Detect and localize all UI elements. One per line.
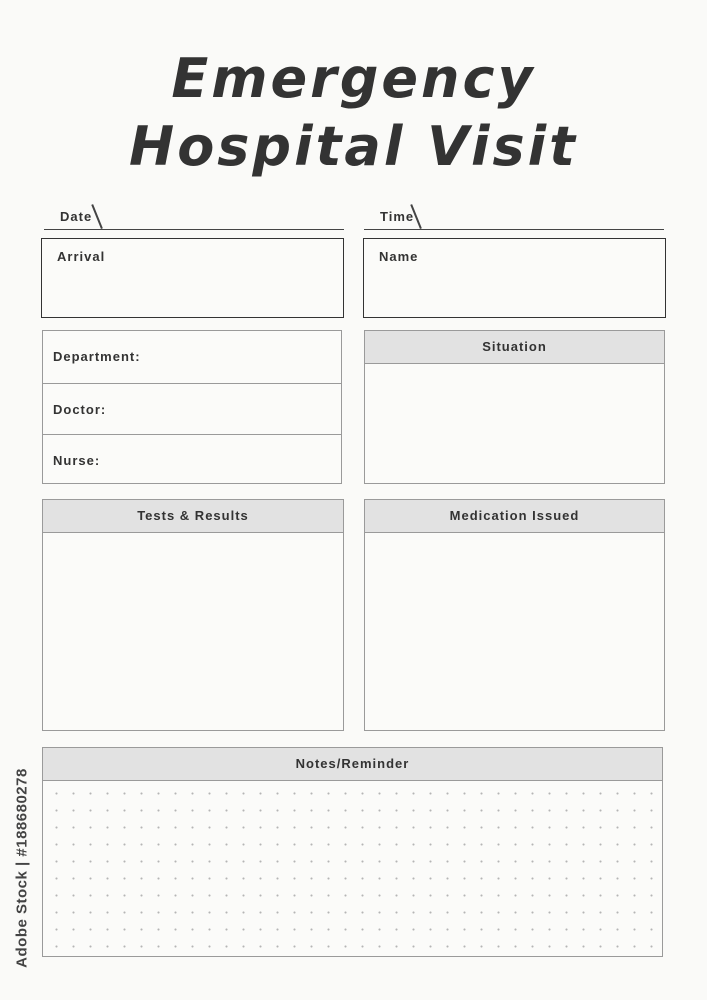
date-field[interactable]	[44, 205, 344, 230]
page-title-line-2: Hospital Visit	[129, 115, 578, 178]
arrival-label: Arrival	[57, 249, 106, 264]
stock-credit-text: Adobe Stock | #188680278	[13, 768, 31, 968]
doctor-row[interactable]	[43, 383, 341, 434]
dot-grid	[44, 781, 661, 955]
doctor-label: Doctor:	[53, 402, 107, 417]
time-label: Time	[380, 209, 415, 224]
staff-box	[42, 330, 342, 484]
nurse-label: Nurse:	[53, 453, 101, 468]
notes-reminder-box[interactable]	[42, 747, 663, 957]
arrival-box[interactable]	[41, 238, 344, 318]
name-label: Name	[379, 249, 419, 264]
stock-credit	[4, 752, 40, 984]
medication-issued-header: Medication Issued	[365, 500, 664, 533]
department-label: Department:	[53, 349, 141, 364]
nurse-row[interactable]	[43, 434, 341, 483]
tests-results-box[interactable]	[42, 499, 344, 731]
date-label: Date	[60, 209, 93, 224]
notes-reminder-header: Notes/Reminder	[43, 748, 662, 781]
date-divider	[91, 204, 102, 229]
page-title-line-1: Emergency	[171, 47, 536, 110]
situation-box[interactable]	[364, 330, 665, 484]
tests-results-header: Tests & Results	[43, 500, 343, 533]
name-box[interactable]	[363, 238, 666, 318]
situation-header: Situation	[365, 331, 664, 364]
time-field[interactable]	[364, 205, 664, 230]
medication-issued-box[interactable]	[364, 499, 665, 731]
department-row[interactable]	[43, 331, 341, 383]
